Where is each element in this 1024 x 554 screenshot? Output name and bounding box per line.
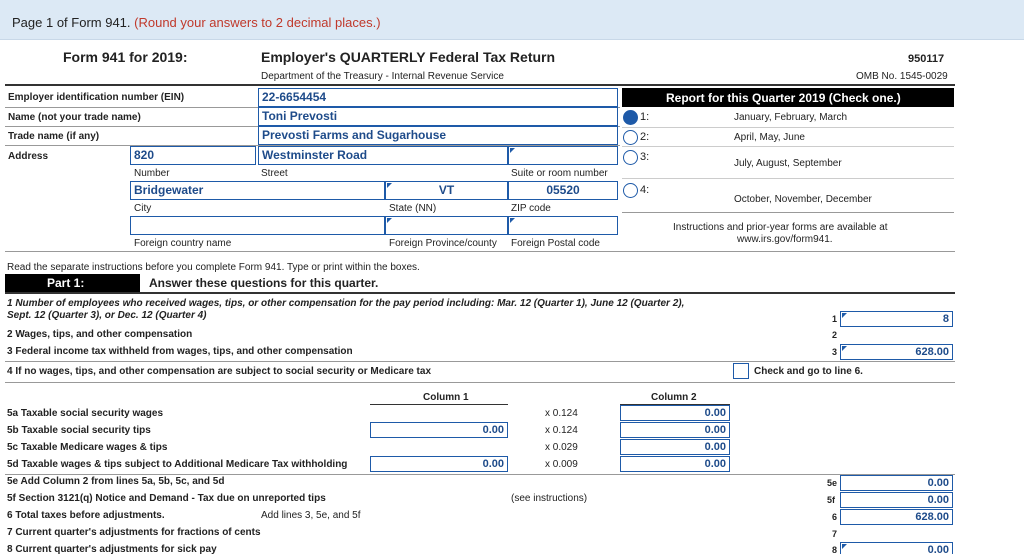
line5c-column1-field[interactable]: [370, 439, 508, 455]
instructions-url[interactable]: www.irs.gov/form941.: [737, 234, 833, 245]
city-caption: City: [134, 203, 152, 214]
quarter-1-num: 1:: [640, 111, 650, 123]
header-divider: [5, 84, 955, 86]
line3-withheld-field[interactable]: 628.00: [840, 344, 953, 360]
quarter-2-radio[interactable]: [623, 130, 638, 145]
line2-text: 2 Wages, tips, and other compensation: [7, 329, 193, 340]
field-marker: [387, 218, 392, 223]
street-field[interactable]: Westminster Road: [258, 146, 508, 165]
read-note: Read the separate instructions before you complete Form 941. Type or print within the boxes.: [7, 262, 420, 273]
line5f-text: 5f Section 3121(q) Notice and Demand - Tax due on unreported tips: [7, 493, 326, 504]
line5f-field[interactable]: 0.00: [840, 492, 953, 508]
number-caption: Number: [134, 168, 170, 179]
foreign-postal-field[interactable]: [508, 216, 618, 235]
quarter-2-label: April, May, June: [734, 132, 805, 143]
line5d-column1-field[interactable]: 0.00: [370, 456, 508, 472]
line6-number: 6: [832, 512, 838, 522]
row-line: [5, 361, 955, 362]
quarter-1-label: January, February, March: [734, 112, 848, 123]
part1-label: Part 1:: [47, 276, 85, 290]
form-title: Employer's QUARTERLY Federal Tax Return: [261, 49, 556, 65]
part1-divider: [5, 292, 955, 294]
quarter-4-num: 4:: [640, 184, 650, 196]
quarter-1-radio[interactable]: [623, 110, 638, 125]
line8-number: 8: [832, 545, 838, 554]
line6-note: Add lines 3, 5e, and 5f: [261, 510, 361, 521]
line5b-column1-field[interactable]: 0.00: [370, 422, 508, 438]
line5a-text: 5a Taxable social security wages: [7, 408, 164, 419]
form-number: 950117: [908, 53, 945, 65]
column1-header: Column 1: [423, 392, 469, 403]
quarter-line: [622, 127, 954, 128]
suite-field[interactable]: [508, 146, 618, 165]
part1-label-bar: [5, 274, 140, 292]
row-line: [5, 474, 955, 475]
foreign-country-caption: Foreign country name: [134, 238, 232, 249]
street-caption: Street: [261, 168, 288, 179]
dept-label: Department of the Treasury - Internal Revenue Service: [261, 71, 504, 82]
banner-prefix: Page 1 of Form 941.: [12, 15, 131, 30]
trade-label: Trade name (if any): [8, 131, 100, 142]
banner-text: [12, 15, 381, 30]
quarter-heading: Report for this Quarter 2019 (Check one.): [666, 91, 901, 105]
quarter-heading-bar: [622, 88, 954, 107]
ein-label: Employer identification number (EIN): [8, 92, 185, 103]
ein-field[interactable]: 22-6654454: [258, 88, 618, 107]
part1-title: Answer these questions for this quarter.: [149, 276, 379, 290]
field-marker: [387, 183, 392, 188]
line6-field[interactable]: 628.00: [840, 509, 953, 525]
quarter-3-radio[interactable]: [623, 150, 638, 165]
line4-check-label: Check and go to line 6.: [754, 366, 863, 377]
state-field[interactable]: VT: [385, 181, 508, 200]
line5b-column2-field[interactable]: 0.00: [620, 422, 730, 438]
line2-number: 2: [832, 330, 838, 340]
instructions-text: Instructions and prior-year forms are available at: [673, 222, 888, 233]
line6-text: 6 Total taxes before adjustments.: [7, 510, 165, 521]
line5a-column2-field[interactable]: 0.00: [620, 405, 730, 421]
line5d-column2-field[interactable]: 0.00: [620, 456, 730, 472]
line5e-number: 5e: [827, 478, 838, 488]
foreign-country-field[interactable]: [130, 216, 385, 235]
name-label: Name (not your trade name): [8, 112, 141, 123]
instructions-banner: [0, 0, 1024, 40]
line7-text: 7 Current quarter's adjustments for fractions of cents: [7, 527, 261, 538]
line1-employees-field[interactable]: 8: [840, 311, 953, 327]
quarter-line: [622, 212, 954, 213]
column2-header: Column 2: [651, 392, 697, 403]
line5e-text: 5e Add Column 2 from lines 5a, 5b, 5c, and 5d: [7, 476, 225, 487]
quarter-4-radio[interactable]: [623, 183, 638, 198]
line4-text: 4 If no wages, tips, and other compensation are subject to social security or Medicare tax: [7, 366, 432, 377]
line5c-column2-field[interactable]: 0.00: [620, 439, 730, 455]
quarter-3-label: July, August, September: [734, 158, 842, 169]
line1-text: 1 Number of employees who received wages, tips, or other compensation for the pay period including: Mar. 12 (Quarter 1), June 12 (Quarter 2),: [7, 298, 685, 309]
quarter-line: [622, 146, 954, 147]
address-label: Address: [8, 151, 49, 162]
name-field[interactable]: Toni Prevosti: [258, 107, 618, 126]
state-caption: State (NN): [389, 203, 437, 214]
line5f-note: (see instructions): [511, 493, 588, 504]
line8-text: 8 Current quarter's adjustments for sick pay: [7, 544, 217, 554]
city-field[interactable]: Bridgewater: [130, 181, 385, 200]
field-marker: [842, 346, 847, 351]
line3-text: 3 Federal income tax withheld from wages, tips, and other compensation: [7, 346, 353, 357]
field-marker: [510, 218, 515, 223]
quarter-2-num: 2:: [640, 131, 650, 143]
trade-name-field[interactable]: Prevosti Farms and Sugarhouse: [258, 126, 618, 145]
line5d-text: 5d Taxable wages & tips subject to Additional Medicare Tax withholding: [7, 459, 348, 470]
suite-caption: Suite or room number: [511, 168, 608, 179]
row-line: [5, 382, 955, 383]
line5b-multiplier: x 0.124: [545, 425, 578, 436]
omb-number: OMB No. 1545-0029: [856, 71, 948, 82]
foreign-province-caption: Foreign Province/county: [389, 238, 497, 249]
field-marker: [842, 313, 847, 318]
line1-number: 1: [832, 314, 838, 324]
foreign-postal-caption: Foreign Postal code: [511, 238, 600, 249]
line8-field[interactable]: 0.00: [840, 542, 953, 554]
foreign-province-field[interactable]: [385, 216, 508, 235]
line5c-multiplier: x 0.029: [545, 442, 578, 453]
quarter-3-num: 3:: [640, 151, 650, 163]
line5f-number: 5f: [827, 495, 836, 505]
form-for-label: Form 941 for 2019:: [63, 49, 188, 65]
field-marker: [510, 148, 515, 153]
line5e-field[interactable]: 0.00: [840, 475, 953, 491]
line5b-text: 5b Taxable social security tips: [7, 425, 151, 436]
line3-number: 3: [832, 347, 838, 357]
field-marker: [842, 544, 847, 549]
zip-field[interactable]: 05520: [508, 181, 618, 200]
section-divider: [5, 251, 955, 252]
banner-note: (Round your answers to 2 decimal places.): [134, 15, 381, 30]
line5c-text: 5c Taxable Medicare wages & tips: [7, 442, 168, 453]
line5a-column1-field[interactable]: [370, 405, 508, 421]
zip-caption: ZIP code: [511, 203, 551, 214]
quarter-line: [622, 178, 954, 179]
line5a-multiplier: x 0.124: [545, 408, 578, 419]
quarter-4-label: October, November, December: [734, 194, 872, 205]
line7-number: 7: [832, 529, 838, 539]
line7-field[interactable]: [840, 526, 953, 542]
address-number-field[interactable]: 820: [130, 146, 256, 165]
line4-checkbox[interactable]: [733, 363, 749, 379]
line5d-multiplier: x 0.009: [545, 459, 578, 470]
line2-wages-field[interactable]: [840, 328, 953, 344]
line1-text-b: Sept. 12 (Quarter 3), or Dec. 12 (Quarter 4): [7, 310, 207, 321]
